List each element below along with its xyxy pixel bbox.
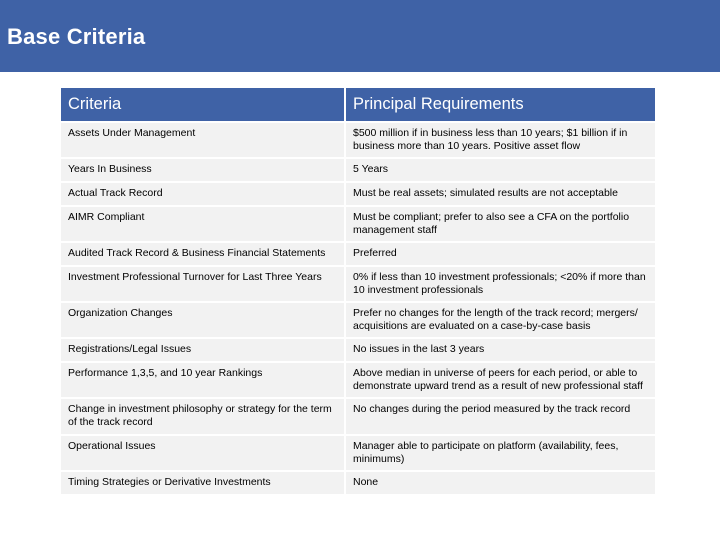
table-header-row (61, 88, 655, 122)
criteria-table (61, 88, 655, 494)
table-row (61, 266, 655, 302)
page-title: Base Criteria (7, 24, 146, 49)
requirement-cell: 5 Years (345, 158, 655, 182)
criteria-cell: Change in investment philosophy or strategy for the term of the track record (61, 398, 345, 435)
table-row (61, 471, 655, 494)
requirement-cell: None (345, 471, 655, 494)
table-row (61, 206, 655, 242)
requirement-cell: Manager able to participate on platform (availability, fees, minimums) (345, 435, 655, 471)
table-row (61, 122, 655, 158)
column-header-requirements: Principal Requirements (345, 88, 655, 122)
requirement-cell: $500 million if in business less than 10 years; $1 billion if in business more than 10 years. Positive asset flow (345, 122, 655, 158)
requirement-cell: No changes during the period measured by the track record (345, 398, 655, 435)
criteria-cell: Actual Track Record (61, 182, 345, 206)
table-row (61, 435, 655, 471)
requirement-cell: Prefer no changes for the length of the track record; mergers/ acquisitions are evaluated on a case-by-case basis (345, 302, 655, 338)
table-row (61, 158, 655, 182)
criteria-cell: Audited Track Record & Business Financial Statements (61, 242, 345, 266)
requirement-cell: Must be real assets; simulated results are not acceptable (345, 182, 655, 206)
table-row (61, 362, 655, 398)
requirement-cell: Above median in universe of peers for each period, or able to demonstrate upward trend as a result of new professional staff (345, 362, 655, 398)
criteria-cell: Investment Professional Turnover for Last Three Years (61, 266, 345, 302)
header-bar (0, 0, 720, 72)
criteria-cell: AIMR Compliant (61, 206, 345, 242)
table-row (61, 302, 655, 338)
requirement-cell: No issues in the last 3 years (345, 338, 655, 362)
column-header-criteria: Criteria (61, 88, 345, 122)
table-row (61, 242, 655, 266)
criteria-cell: Years In Business (61, 158, 345, 182)
table-row (61, 182, 655, 206)
criteria-cell: Timing Strategies or Derivative Investments (61, 471, 345, 494)
criteria-cell: Operational Issues (61, 435, 345, 471)
criteria-cell: Assets Under Management (61, 122, 345, 158)
requirement-cell: 0% if less than 10 investment professionals; <20% if more than 10 investment professionals (345, 266, 655, 302)
table-row (61, 338, 655, 362)
table-row (61, 398, 655, 435)
criteria-cell: Organization Changes (61, 302, 345, 338)
requirement-cell: Must be compliant; prefer to also see a CFA on the portfolio management staff (345, 206, 655, 242)
criteria-cell: Registrations/Legal Issues (61, 338, 345, 362)
criteria-cell: Performance 1,3,5, and 10 year Rankings (61, 362, 345, 398)
requirement-cell: Preferred (345, 242, 655, 266)
